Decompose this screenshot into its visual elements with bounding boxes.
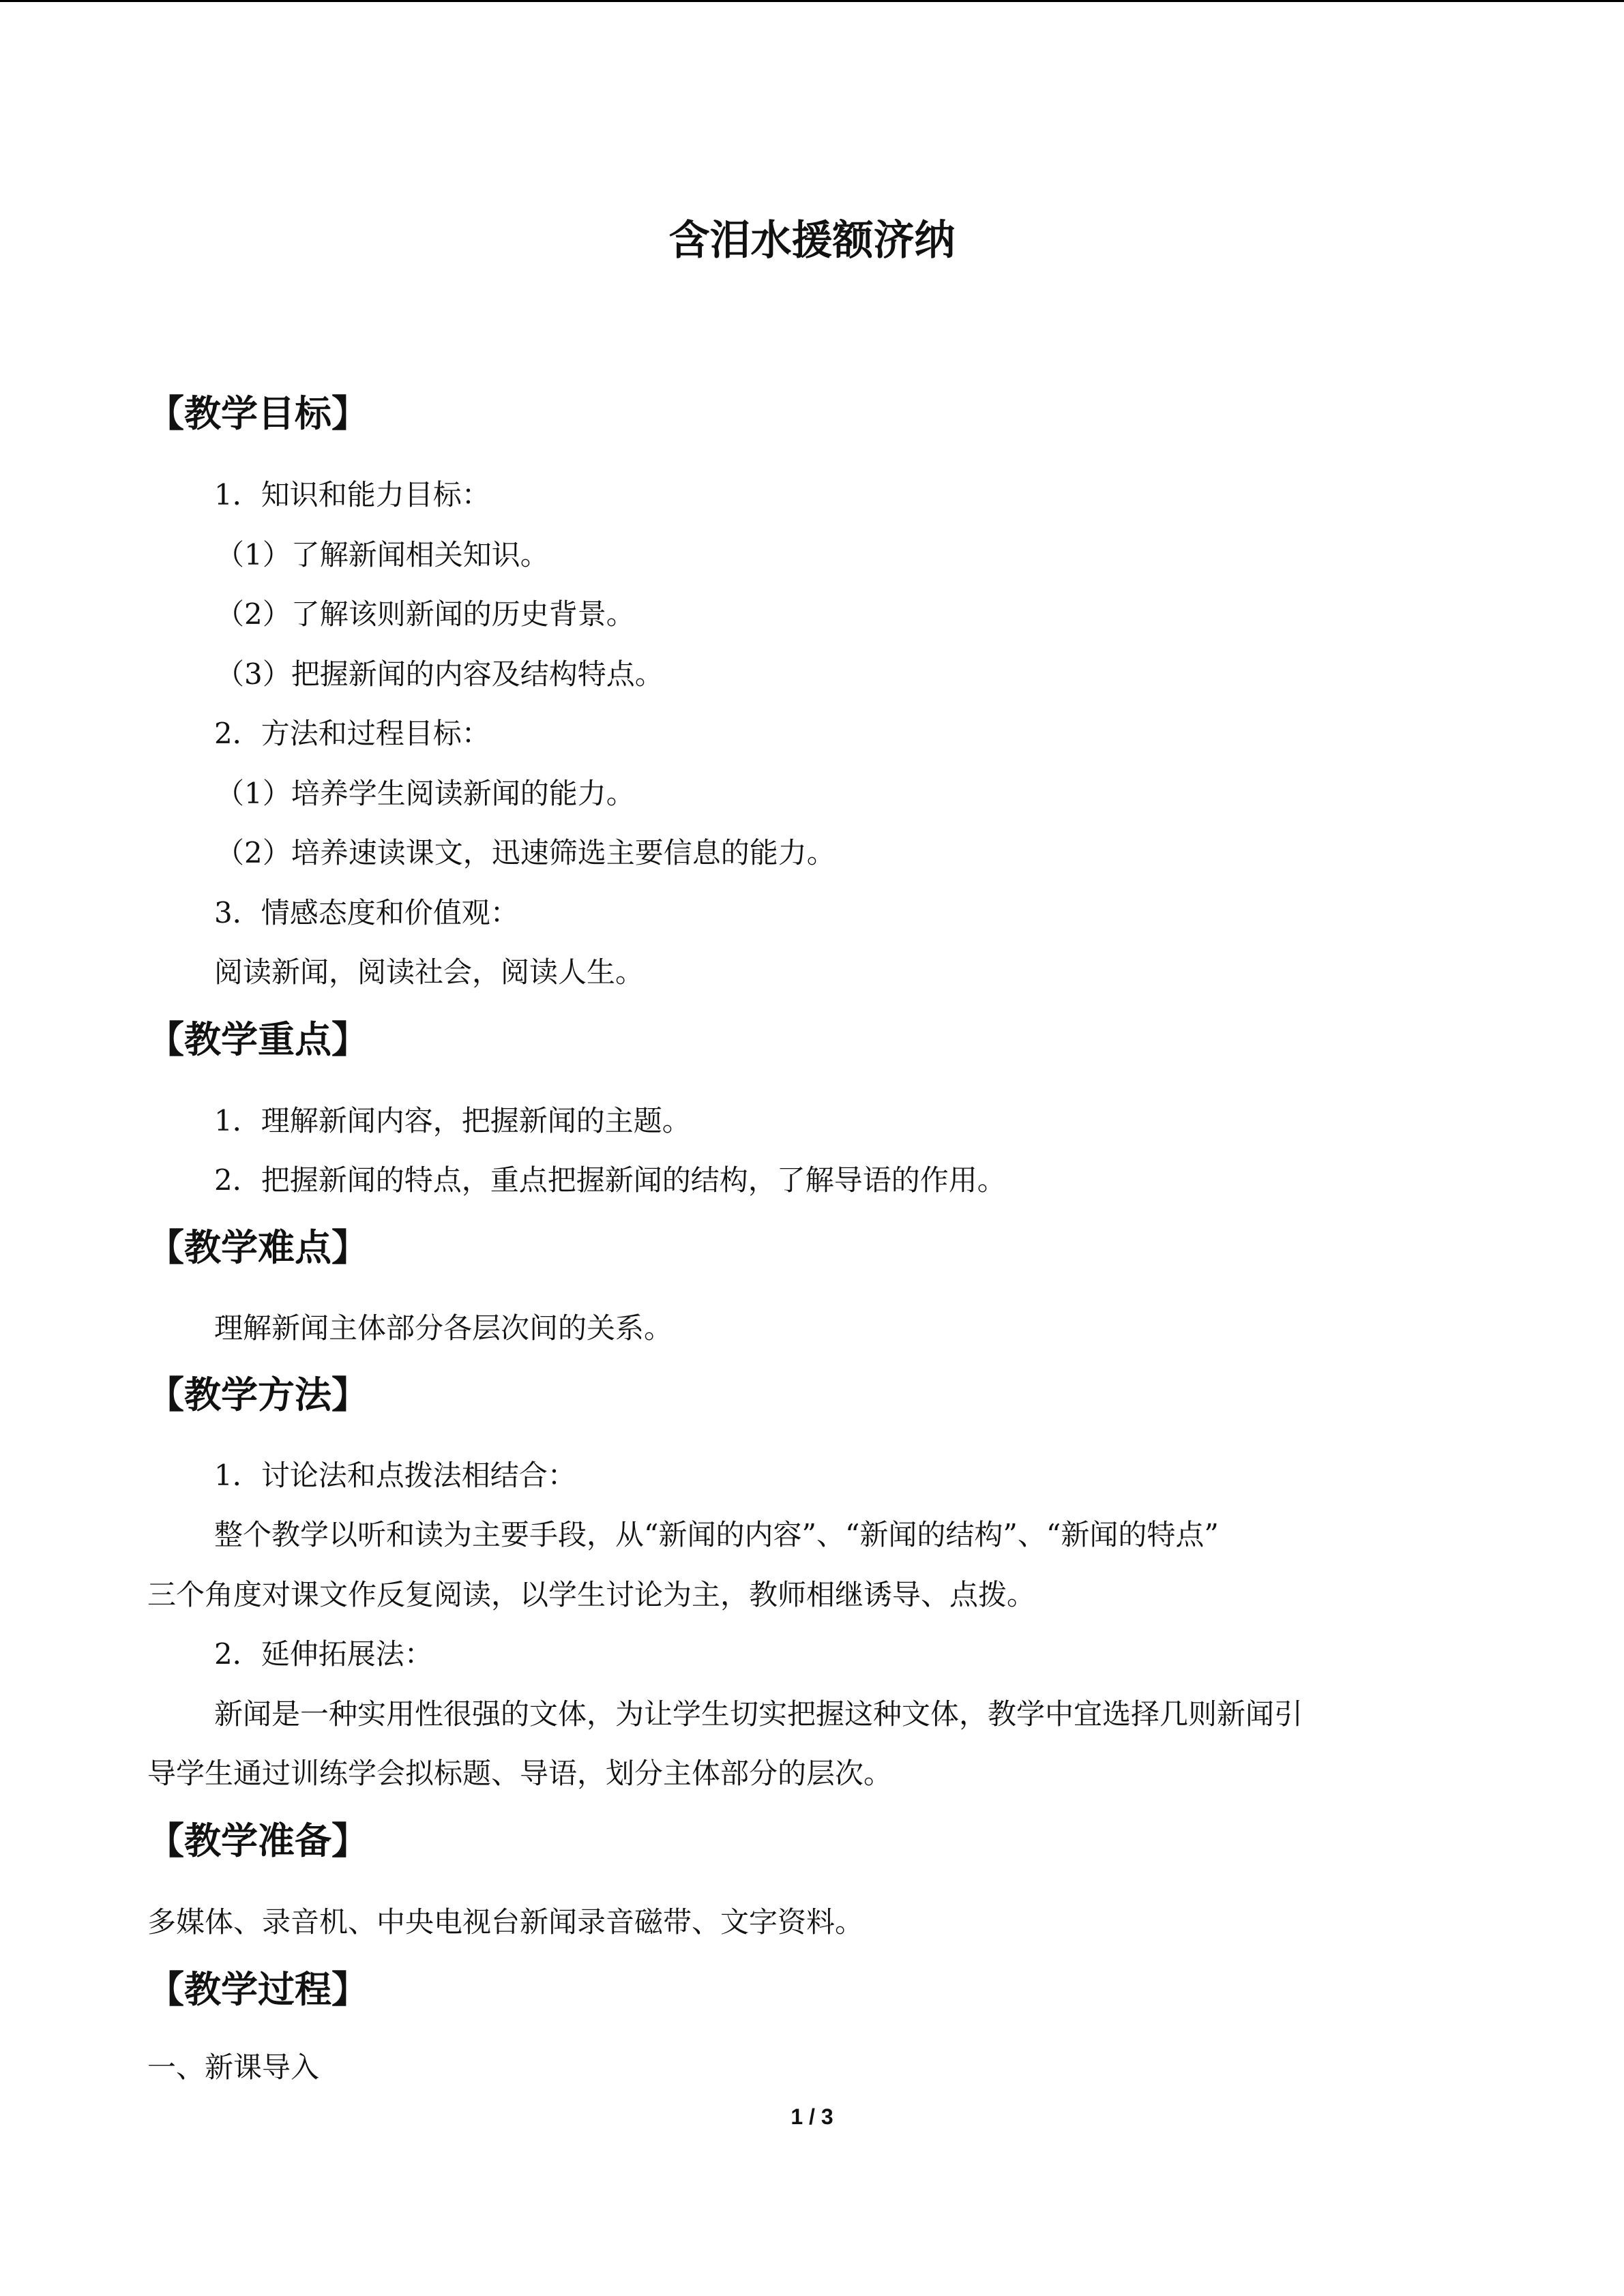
heading-objectives: 【教学目标】 (147, 391, 368, 435)
heading-process: 【教学过程】 (147, 1967, 368, 2011)
difficulties-line-1: 理解新闻主体部分各层次间的关系。 (214, 1311, 673, 1345)
objectives-line-9: 阅读新闻，阅读社会，阅读人生。 (214, 955, 645, 989)
heading-difficulties: 【教学难点】 (147, 1225, 368, 1269)
methods-line-4: 2．延伸拓展法： (214, 1637, 433, 1671)
objectives-line-7: （2）培养速读课文，迅速筛选主要信息的能力。 (216, 836, 836, 869)
objectives-line-8: 3．情感态度和价值观： (214, 896, 519, 929)
key-points-line-1: 1．理解新闻内容，把握新闻的主题。 (214, 1104, 691, 1137)
methods-line-5: 新闻是一种实用性很强的文体，为让学生切实把握这种文体，教学中宜选择几则新闻引 (214, 1697, 1303, 1731)
objectives-line-2: （1）了解新闻相关知识。 (216, 538, 549, 571)
page-number: 1 / 3 (791, 2104, 833, 2129)
methods-line-1: 1．讨论法和点拨法相结合： (214, 1459, 576, 1492)
methods-line-2: 整个教学以听和读为主要手段，从“新闻的内容”、“新闻的结构”、“新闻的特点” (214, 1518, 1219, 1551)
methods-line-6: 导学生通过训练学会拟标题、导语，划分主体部分的层次。 (147, 1757, 893, 1790)
objectives-line-3: （2）了解该则新闻的历史背景。 (216, 597, 635, 631)
methods-line-3: 三个角度对课文作反复阅读，以学生讨论为主，教师相继诱导、点拨。 (147, 1578, 1036, 1611)
objectives-line-4: （3）把握新闻的内容及结构特点。 (216, 657, 664, 691)
heading-methods: 【教学方法】 (147, 1373, 368, 1416)
objectives-line-6: （1）培养学生阅读新闻的能力。 (216, 777, 635, 810)
objectives-line-1: 1．知识和能力目标： (214, 478, 490, 511)
document-title: 含泪水援额济纳 (668, 217, 956, 265)
heading-preparation: 【教学准备】 (147, 1819, 368, 1862)
key-points-line-2: 2．把握新闻的特点，重点把握新闻的结构，了解导语的作用。 (214, 1163, 1006, 1197)
process-line-1: 一、新课导入 (147, 2051, 320, 2084)
objectives-line-5: 2．方法和过程目标： (214, 717, 490, 750)
preparation-line-1: 多媒体、录音机、中央电视台新闻录音磁带、文字资料。 (147, 1905, 864, 1939)
heading-key-points: 【教学重点】 (147, 1017, 368, 1061)
top-border-rule (0, 0, 1624, 2)
